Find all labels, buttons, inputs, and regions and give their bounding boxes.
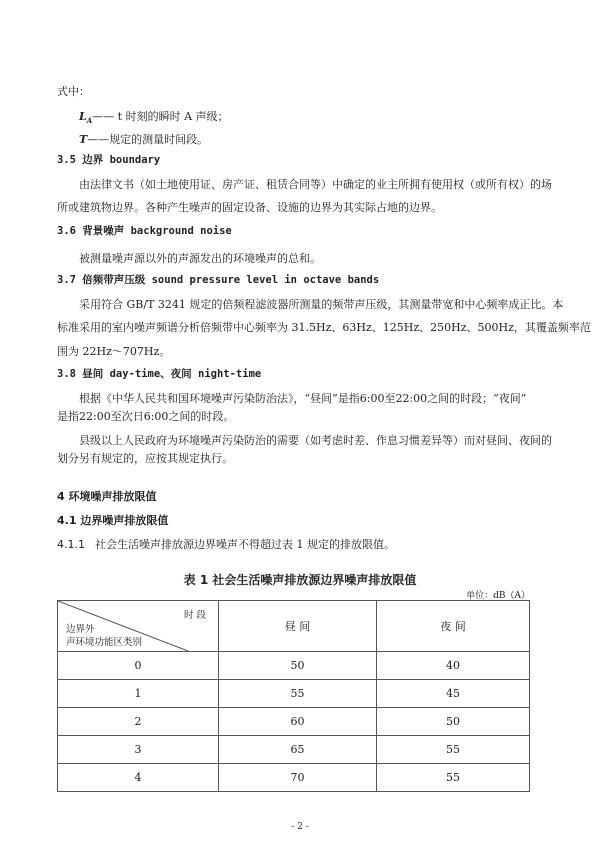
clause-4-1-1	[57, 536, 395, 552]
cell-night: 55	[377, 764, 530, 792]
table-unit: 单位：dB（A）	[466, 591, 530, 601]
paragraph: 由法律文书（如土地使用证、房产证、租赁合同等）中确定的业主所拥有使用权（或所有权）的场	[79, 178, 552, 191]
cell-day: 55	[219, 680, 377, 708]
cell-day: 60	[219, 708, 377, 736]
definition-t	[79, 131, 208, 147]
header-day: 昼 间	[219, 601, 377, 652]
cell-night: 50	[377, 708, 530, 736]
cell-class: 2	[58, 708, 219, 736]
paragraph: 采用符合 GB/T 3241 规定的倍频程滤波器所测量的频带声压级，其测量带宽和中心频率成正比。本	[79, 298, 564, 311]
paragraph: 根据《中华人民共和国环境噪声污染防治法》，“昼间”是指6:00至22:00之间的时段；“夜间”	[79, 392, 527, 405]
clause-number: 4.1.1	[57, 538, 85, 551]
subscript: A	[86, 116, 93, 126]
paragraph: 划分另有规定的，应按其规定执行。	[57, 452, 233, 465]
table-row	[58, 652, 530, 680]
section-3-5-heading: 3.5 边界 boundary	[57, 154, 161, 166]
symbol: L	[79, 110, 87, 123]
cell-night: 55	[377, 736, 530, 764]
section-3-8-heading: 3.8 昼间 day-time、夜间 night-time	[57, 368, 262, 380]
table-row	[58, 708, 530, 736]
table-row	[58, 680, 530, 708]
section-4-heading: 4 环境噪声排放限值	[57, 490, 157, 503]
paragraph: 被测量噪声源以外的声源发出的环境噪声的总和。	[79, 252, 321, 265]
symbol: T	[79, 133, 88, 146]
cell-day: 70	[219, 764, 377, 792]
paragraph: 县级以上人民政府为环境噪声污染防治的需要（如考虑时差、作息习惯差异等）而对昼间、夜间的	[79, 434, 552, 447]
corner-cell	[58, 601, 219, 652]
table-header-row	[58, 601, 530, 652]
page-number: - 2 -	[291, 822, 309, 832]
noise-limit-table	[57, 600, 530, 792]
cell-day: 50	[219, 652, 377, 680]
corner-top-label: 时 段	[183, 610, 206, 621]
text: ——规定的测量时间段。	[87, 133, 209, 146]
section-3-7-heading: 3.7 倍频带声压级 sound pressure level in octave bands	[57, 274, 380, 286]
section-4-1-heading: 4.1 边界噪声排放限值	[57, 514, 169, 527]
cell-night: 45	[377, 680, 530, 708]
paragraph: 是指22:00至次日6:00之间的时段。	[57, 410, 235, 423]
header-night: 夜 间	[377, 601, 530, 652]
table-row	[58, 736, 530, 764]
definition-la	[79, 108, 229, 125]
paragraph: 所或建筑物边界。各种产生噪声的固定设备、设施的边界为其实际占地的边界。	[57, 201, 442, 214]
cell-class: 0	[58, 652, 219, 680]
cell-class: 1	[58, 680, 219, 708]
corner-bottom-label-1: 边界外	[66, 624, 95, 635]
paragraph: 标准采用的室内噪声频谱分析倍频带中心频率为 31.5Hz、63Hz、125Hz、250Hz、500Hz，其覆盖频率范	[57, 321, 591, 334]
formula-where: 式中：	[57, 85, 90, 98]
cell-day: 65	[219, 736, 377, 764]
cell-class: 3	[58, 736, 219, 764]
text: —— t 时刻的瞬时 A 声级；	[92, 110, 229, 123]
table-caption: 表 1 社会生活噪声排放源边界噪声排放限值	[183, 573, 417, 587]
section-3-6-heading: 3.6 背景噪声 background noise	[57, 225, 232, 237]
table-row	[58, 764, 530, 792]
paragraph: 围为 22Hz～707Hz。	[57, 345, 171, 358]
cell-night: 40	[377, 652, 530, 680]
clause-text: 社会生活噪声排放源边界噪声不得超过表 1 规定的排放限值。	[95, 538, 395, 551]
corner-bottom-label-2: 声环境功能区类别	[66, 637, 143, 648]
cell-class: 4	[58, 764, 219, 792]
